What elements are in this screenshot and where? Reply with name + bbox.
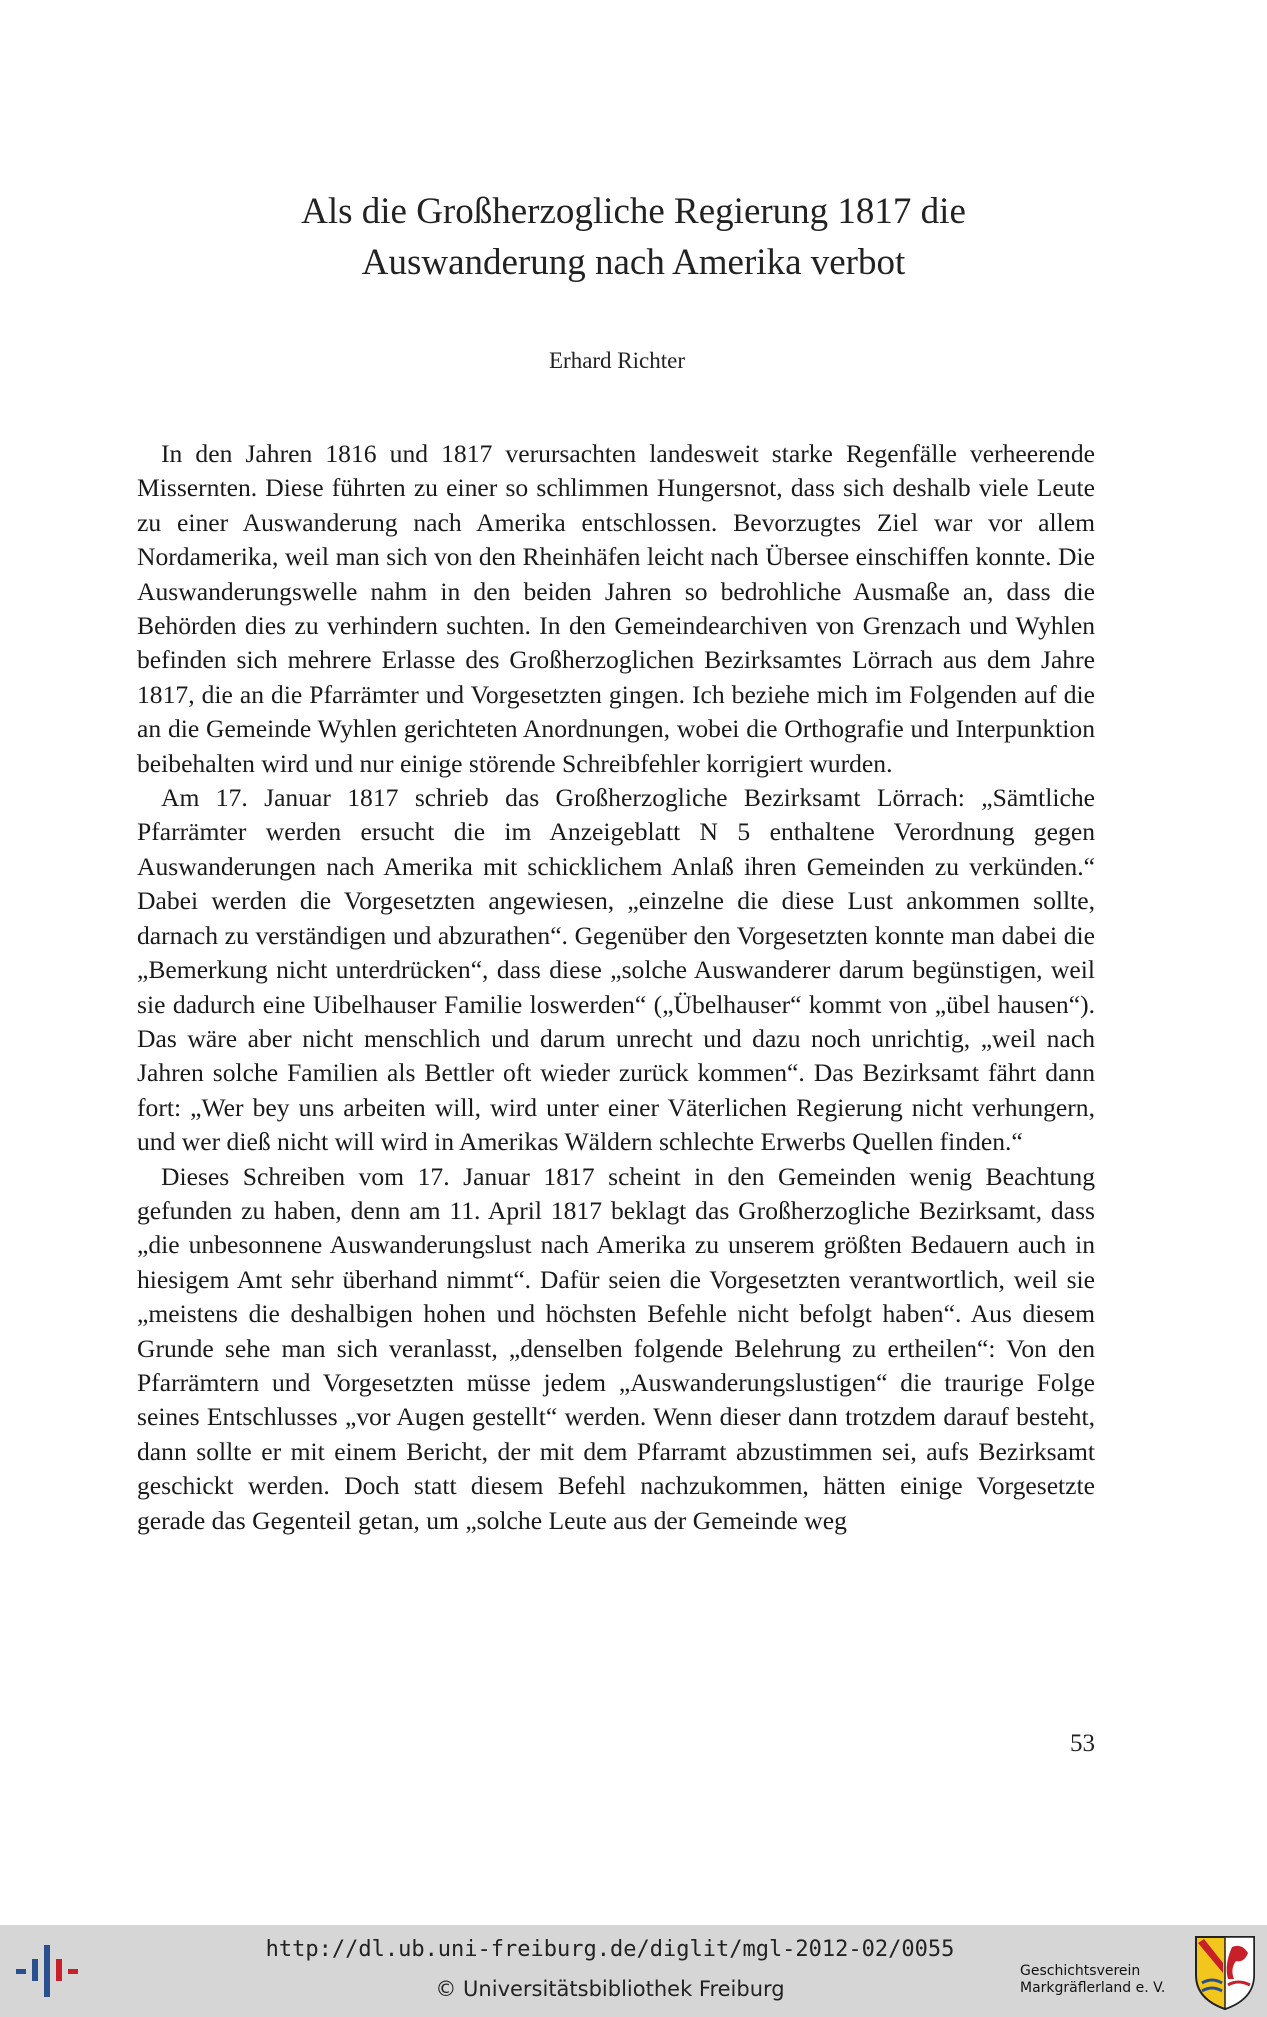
society-name-line-2: Markgräflerland e. V. bbox=[1020, 1980, 1166, 1996]
copyright-notice: © Universitätsbibliothek Freiburg bbox=[435, 1977, 785, 2001]
paragraph-2: Am 17. Januar 1817 schrieb das Großherzogliche Bezirksamt Lörrach: „Sämtliche Pfarrämter werden ersucht die im Anzeigeblatt N 5 enthaltene Verordnung gegen Auswanderungen nach Amerika mit schicklichem Anlaß ihren Gemeinden zu verkünden.“ Dabei werden die Vorgesetzten angewiesen, „einzelne die diese Lust ankommen sollte, darnach zu verständigen und abzurathen“. Gegenüber den Vorgesetzten konnte man dabei die „Bemerkung nicht unterdrücken“, dass diese „solche Auswanderer darum begünstigen, weil sie dadurch eine Uibelhauser Familie loswerden“ („Übelhauser“ kommt von „übel hausen“). Das wäre aber nicht menschlich und darum unrecht und dazu noch unrichtig, „weil nach Jahren solche Familien als Bettler oft wieder zurück kommen“. Das Bezirksamt fährt dann fort: „Wer bey uns arbeiten will, wird unter einer Väterlichen Regierung nicht verhungern, und wer dieß nicht will wird in Amerikas Wäldern schlechte Erwerbs Quellen finden.“ bbox=[137, 783, 1095, 1157]
society-crest-icon bbox=[1192, 1933, 1258, 2011]
author-name: Erhard Richter bbox=[548, 348, 686, 373]
title-line-2: Auswanderung nach Amerika verbot bbox=[361, 242, 906, 283]
article-title bbox=[150, 186, 1117, 288]
society-name bbox=[1020, 1963, 1190, 1997]
society-name-line-1: Geschichtsverein bbox=[1020, 1963, 1141, 1979]
article-body bbox=[137, 437, 1095, 1538]
library-footer bbox=[0, 1925, 1267, 2017]
ub-freiburg-logo-icon bbox=[12, 1941, 82, 2001]
paragraph-1: In den Jahren 1816 und 1817 verursachten landesweit starke Regenfälle verheerende Missernten. Diese führten zu einer so schlimmen Hungersnot, dass sich deshalb viele Leute zu einer Auswanderung nach Amerika entschlossen. Bevorzugtes Ziel war vor allem Nordamerika, weil man sich von den Rheinhäfen leicht nach Übersee einschiffen konnte. Die Auswanderungswelle nahm in den beiden Jahren so bedrohliche Ausmaße an, dass die Behörden dies zu verhindern suchten. In den Gemeindearchiven von Grenzach und Wyhlen befinden sich mehrere Erlasse des Großherzoglichen Bezirksamtes Lörrach aus dem Jahre 1817, die an die Pfarrämter und Vorgesetzten gingen. Ich beziehe mich im Folgenden auf die an die Gemeinde Wyhlen gerichteten Anordnungen, wobei die Orthografie und Interpunktion beibehalten wird und nur einige störende Schreibfehler korrigiert wurden. bbox=[137, 439, 1095, 778]
page-number: 53 bbox=[1070, 1730, 1095, 1757]
document-url-link[interactable]: http://dl.ub.uni-freiburg.de/diglit/mgl-2012-02/0055 bbox=[265, 1937, 955, 1962]
paragraph-3: Dieses Schreiben vom 17. Januar 1817 scheint in den Gemeinden wenig Beachtung gefunden zu haben, denn am 11. April 1817 beklagt das Großherzogliche Bezirksamt, dass „die unbesonnene Auswanderungslust nach Amerika zu unserem größten Bedauern auch in hiesigem Amt sehr überhand nimmt“. Dafür seien die Vorgesetzten verantwortlich, weil sie „meistens die deshalbigen hohen und höchsten Befehle nicht befolgt haben“. Aus diesem Grunde sehe man sich veranlasst, „denselben folgende Belehrung zu ertheilen“: Von den Pfarrämtern und Vorgesetzten müsse jedem „Auswanderungslustigen“ die traurige Folge seines Entschlusses „vor Augen gestellt“ werden. Wenn dieser dann trotzdem darauf besteht, dann sollte er mit einem Bericht, der mit dem Pfarramt abzustimmen sei, aufs Bezirksamt geschickt werden. Doch statt diesem Befehl nachzukommen, hätten einige Vorgesetzte gerade das Gegenteil getan, um „solche Leute aus der Gemeinde weg bbox=[137, 1161, 1095, 1535]
title-line-1: Als die Großherzogliche Regierung 1817 die bbox=[301, 191, 966, 232]
